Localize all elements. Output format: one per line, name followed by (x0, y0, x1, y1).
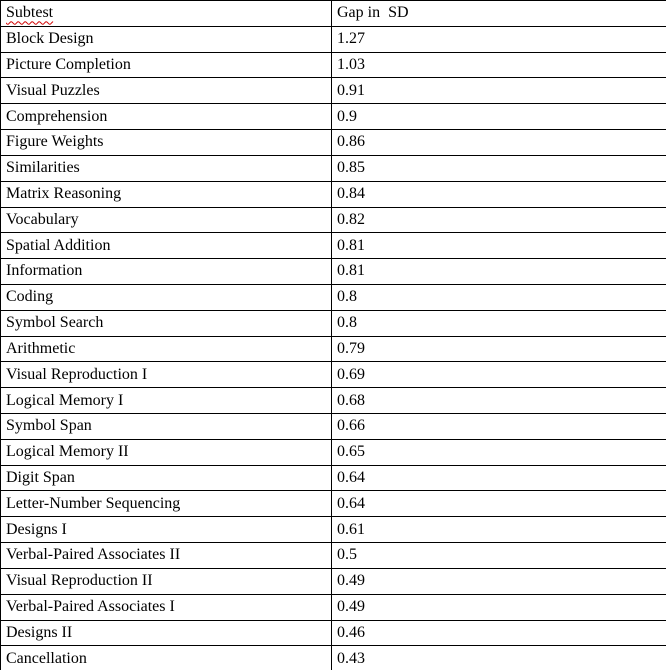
subtest-cell: Matrix Reasoning (1, 181, 332, 207)
gap-cell: 0.65 (332, 439, 666, 465)
gap-cell: 0.61 (332, 517, 666, 543)
table-row (1, 646, 666, 670)
column-header-gap (332, 1, 666, 27)
subtest-cell: Similarities (1, 155, 332, 181)
subtest-cell: Verbal-Paired Associates I (1, 594, 332, 620)
subtest-cell: Verbal-Paired Associates II (1, 543, 332, 569)
subtest-cell: Visual Reproduction I (1, 362, 332, 388)
gap-cell: 0.81 (332, 233, 666, 259)
table-row (1, 543, 666, 569)
gap-cell: 0.64 (332, 491, 666, 517)
gap-cell: 0.86 (332, 130, 666, 156)
subtest-cell: Symbol Span (1, 414, 332, 440)
table-row (1, 130, 666, 156)
header-row (1, 1, 666, 27)
table-row (1, 388, 666, 414)
subtest-cell: Letter-Number Sequencing (1, 491, 332, 517)
table-row (1, 414, 666, 440)
table-row (1, 336, 666, 362)
table-row (1, 181, 666, 207)
gap-cell: 0.49 (332, 594, 666, 620)
subtest-cell: Comprehension (1, 104, 332, 130)
column-header-subtest (1, 1, 332, 27)
table-row (1, 439, 666, 465)
gap-cell: 0.82 (332, 207, 666, 233)
subtest-cell: Symbol Search (1, 310, 332, 336)
gap-cell: 0.84 (332, 181, 666, 207)
subtest-cell: Figure Weights (1, 130, 332, 156)
table-row (1, 594, 666, 620)
table-row (1, 207, 666, 233)
table-row (1, 259, 666, 285)
gap-cell: 0.49 (332, 568, 666, 594)
gap-cell: 0.68 (332, 388, 666, 414)
gap-cell: 0.46 (332, 620, 666, 646)
gap-cell: 0.5 (332, 543, 666, 569)
gap-cell: 0.9 (332, 104, 666, 130)
subtest-cell: Coding (1, 284, 332, 310)
subtest-cell: Information (1, 259, 332, 285)
subtest-cell: Digit Span (1, 465, 332, 491)
table-row (1, 465, 666, 491)
subtest-cell: Visual Puzzles (1, 78, 332, 104)
table-row (1, 284, 666, 310)
subtest-cell: Designs II (1, 620, 332, 646)
table-row (1, 310, 666, 336)
gap-cell: 0.81 (332, 259, 666, 285)
subtest-cell: Vocabulary (1, 207, 332, 233)
table-row (1, 362, 666, 388)
gap-cell: 0.85 (332, 155, 666, 181)
table-row (1, 104, 666, 130)
table-row (1, 155, 666, 181)
table-row (1, 620, 666, 646)
column-header-gap-label: Gap in SD (337, 4, 409, 22)
subtest-cell: Arithmetic (1, 336, 332, 362)
subtest-cell: Cancellation (1, 646, 332, 670)
table-row (1, 78, 666, 104)
gap-cell: 0.79 (332, 336, 666, 362)
table-row (1, 568, 666, 594)
subtest-cell: Designs I (1, 517, 332, 543)
subtest-cell: Spatial Addition (1, 233, 332, 259)
gap-cell: 0.91 (332, 78, 666, 104)
gap-cell: 0.43 (332, 646, 666, 670)
gap-cell: 0.69 (332, 362, 666, 388)
gap-cell: 0.8 (332, 310, 666, 336)
table-row (1, 52, 666, 78)
subtest-cell: Logical Memory II (1, 439, 332, 465)
table-row (1, 491, 666, 517)
table-row (1, 517, 666, 543)
subtest-cell: Visual Reproduction II (1, 568, 332, 594)
subtest-cell: Logical Memory I (1, 388, 332, 414)
subtest-cell: Picture Completion (1, 52, 332, 78)
gap-cell: 1.27 (332, 26, 666, 52)
column-header-subtest-label: Subtest (6, 4, 54, 22)
gap-cell: 0.66 (332, 414, 666, 440)
table-row (1, 26, 666, 52)
gap-cell: 0.8 (332, 284, 666, 310)
gap-cell: 1.03 (332, 52, 666, 78)
table-row (1, 233, 666, 259)
gap-cell: 0.64 (332, 465, 666, 491)
subtest-cell: Block Design (1, 26, 332, 52)
